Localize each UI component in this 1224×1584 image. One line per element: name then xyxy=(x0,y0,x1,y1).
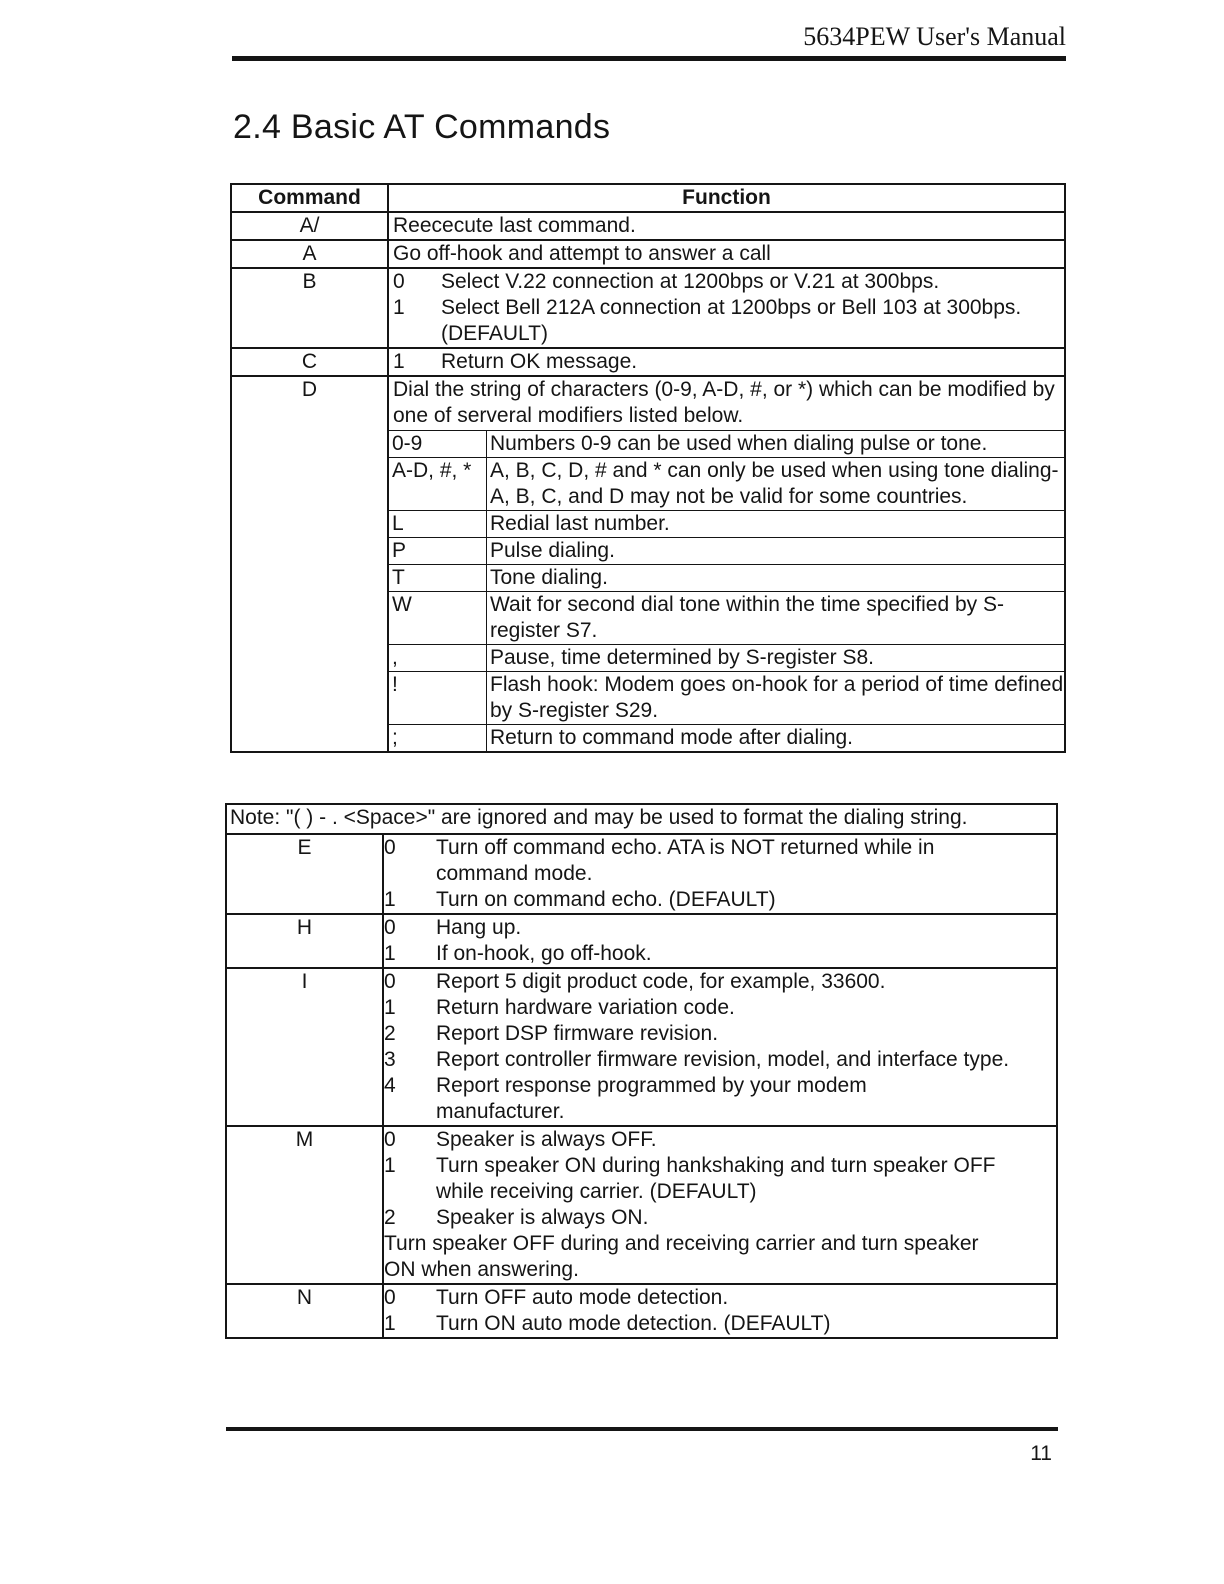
modifier-key: P xyxy=(389,538,487,565)
option-key: 0 xyxy=(384,1286,396,1309)
note-row xyxy=(226,804,1057,834)
modifier-text: Flash hook: Modem goes on-hook for a period of time defined by S-register S29. xyxy=(487,672,1065,725)
footer-rule xyxy=(226,1427,1058,1431)
function-cell xyxy=(383,1126,1057,1284)
option-key: 3 xyxy=(384,1048,396,1071)
option-key: 0 xyxy=(384,836,396,859)
option-key: 0 xyxy=(384,970,396,993)
modifier-text: Tone dialing. xyxy=(487,565,1065,592)
dial-modifiers-table xyxy=(389,431,1064,751)
option-line xyxy=(384,887,1056,913)
option-line xyxy=(384,995,1056,1021)
option-key: 4 xyxy=(384,1074,396,1097)
option-key: 1 xyxy=(384,942,396,965)
option-line xyxy=(384,1311,1056,1337)
option-line xyxy=(384,1073,1056,1125)
modifier-key: ! xyxy=(389,672,487,725)
running-header: 5634PEW User's Manual xyxy=(803,22,1066,51)
option-text: Turn speaker ON during hankshaking and turn speaker OFF while receiving carrier. (DEFAULT) xyxy=(436,1154,996,1203)
option-text: If on-hook, go off-hook. xyxy=(436,942,652,965)
table-row xyxy=(226,1126,1057,1284)
option-line xyxy=(393,349,1064,375)
modifier-row xyxy=(389,538,1064,565)
option-key: 1 xyxy=(393,350,405,373)
table-header-row xyxy=(231,184,1065,212)
table-row xyxy=(226,1284,1057,1338)
option-key: 1 xyxy=(384,996,396,1019)
option-text: Return hardware variation code. xyxy=(436,996,735,1019)
option-text: Turn ON auto mode detection. (DEFAULT) xyxy=(436,1312,831,1335)
function-cell xyxy=(388,268,1065,348)
modifier-row xyxy=(389,592,1064,645)
command-cell: N xyxy=(226,1284,383,1338)
command-cell: C xyxy=(231,348,388,376)
option-key: 0 xyxy=(393,270,405,293)
option-text: Hang up. xyxy=(436,916,522,939)
option-key: 1 xyxy=(393,296,405,319)
modifier-row xyxy=(389,458,1064,511)
option-line xyxy=(384,835,1056,887)
modifier-key: ; xyxy=(389,725,487,752)
command-cell: M xyxy=(226,1126,383,1284)
option-key: 2 xyxy=(384,1206,396,1229)
option-line xyxy=(384,1205,1056,1231)
option-text: Speaker is always OFF. xyxy=(436,1128,657,1151)
function-cell xyxy=(383,914,1057,968)
command-cell: H xyxy=(226,914,383,968)
command-cell: B xyxy=(231,268,388,348)
modifier-row xyxy=(389,511,1064,538)
function-cell xyxy=(383,968,1057,1126)
command-cell: A xyxy=(231,240,388,268)
option-key: 1 xyxy=(384,1154,396,1177)
option-text: Report DSP firmware revision. xyxy=(436,1022,719,1045)
dialing-note: Note: "( ) - . <Space>" are ignored and may be used to format the dialing string. xyxy=(226,804,1057,834)
option-line xyxy=(384,1127,1056,1153)
option-key: 1 xyxy=(384,888,396,911)
function-cell xyxy=(388,348,1065,376)
table-row xyxy=(231,240,1065,268)
modifier-row xyxy=(389,431,1064,458)
option-key: 1 xyxy=(384,1312,396,1335)
page-number: 11 xyxy=(1030,1442,1052,1465)
modifier-key: , xyxy=(389,645,487,672)
option-line xyxy=(384,1153,1056,1205)
command-cell: D xyxy=(231,376,388,752)
modifier-row xyxy=(389,565,1064,592)
table-row xyxy=(231,268,1065,348)
option-line xyxy=(384,1285,1056,1311)
command-column-header: Command xyxy=(231,184,388,212)
option-text: Speaker is always ON. xyxy=(436,1206,649,1229)
function-column-header: Function xyxy=(388,184,1065,212)
option-text: Return OK message. xyxy=(441,350,638,373)
option-line xyxy=(384,941,1056,967)
table-row xyxy=(226,914,1057,968)
option-line xyxy=(393,295,1064,347)
option-text: Select Bell 212A connection at 1200bps or Bell 103 at 300bps. (DEFAULT) xyxy=(441,296,1022,345)
at-commands-table xyxy=(230,183,1066,753)
option-key: 0 xyxy=(384,1128,396,1151)
option-line xyxy=(384,1021,1056,1047)
modifier-key: T xyxy=(389,565,487,592)
modifier-key: A-D, #, * xyxy=(389,458,487,511)
modifier-key: 0-9 xyxy=(389,431,487,458)
option-key: 0 xyxy=(384,916,396,939)
function-cell xyxy=(383,1284,1057,1338)
modifier-text: Pulse dialing. xyxy=(487,538,1065,565)
function-cell: Go off-hook and attempt to answer a call xyxy=(388,240,1065,268)
option-line xyxy=(384,969,1056,995)
table-row xyxy=(231,212,1065,240)
option-line xyxy=(384,915,1056,941)
table-row xyxy=(231,348,1065,376)
option-key: 2 xyxy=(384,1022,396,1045)
section-title: 2.4 Basic AT Commands xyxy=(233,108,611,146)
at-commands-table-continued xyxy=(225,803,1058,1339)
option-line xyxy=(393,269,1064,295)
modifier-text: Pause, time determined by S-register S8. xyxy=(487,645,1065,672)
option-text: Turn on command echo. (DEFAULT) xyxy=(436,888,776,911)
option-text: Report response programmed by your modem manufacturer. xyxy=(436,1074,867,1123)
function-cell xyxy=(388,376,1065,752)
modifier-text: Wait for second dial tone within the time specified by S-register S7. xyxy=(487,592,1065,645)
table-row xyxy=(226,968,1057,1126)
option-line xyxy=(384,1047,1056,1073)
option-text: Report 5 digit product code, for example, 33600. xyxy=(436,970,886,993)
command-cell: A/ xyxy=(231,212,388,240)
modifier-text: Numbers 0-9 can be used when dialing pulse or tone. xyxy=(487,431,1065,458)
command-cell: E xyxy=(226,834,383,914)
table-row xyxy=(231,376,1065,752)
modifier-key: L xyxy=(389,511,487,538)
modifier-key: W xyxy=(389,592,487,645)
modifier-row xyxy=(389,645,1064,672)
modifier-text: Redial last number. xyxy=(487,511,1065,538)
speaker-note: Turn speaker OFF during and receiving carrier and turn speaker ON when answering. xyxy=(384,1232,979,1281)
option-text: Turn OFF auto mode detection. xyxy=(436,1286,729,1309)
function-cell: Reececute last command. xyxy=(388,212,1065,240)
command-cell: I xyxy=(226,968,383,1126)
modifier-row xyxy=(389,725,1064,752)
dial-intro: Dial the string of characters (0-9, A-D, #, or *) which can be modified by one of serveral modifiers listed below. xyxy=(389,377,1064,431)
option-text: Select V.22 connection at 1200bps or V.21 at 300bps. xyxy=(441,270,940,293)
option-text: Turn off command echo. ATA is NOT returned while in command mode. xyxy=(436,836,935,885)
modifier-text: Return to command mode after dialing. xyxy=(487,725,1065,752)
modifier-row xyxy=(389,672,1064,725)
function-cell xyxy=(383,834,1057,914)
option-text: Report controller firmware revision, model, and interface type. xyxy=(436,1048,1010,1071)
table-row xyxy=(226,834,1057,914)
header-rule xyxy=(232,56,1066,61)
modifier-text: A, B, C, D, # and * can only be used when using tone dialing-A, B, C, and D may not be valid for some countries. xyxy=(487,458,1065,511)
